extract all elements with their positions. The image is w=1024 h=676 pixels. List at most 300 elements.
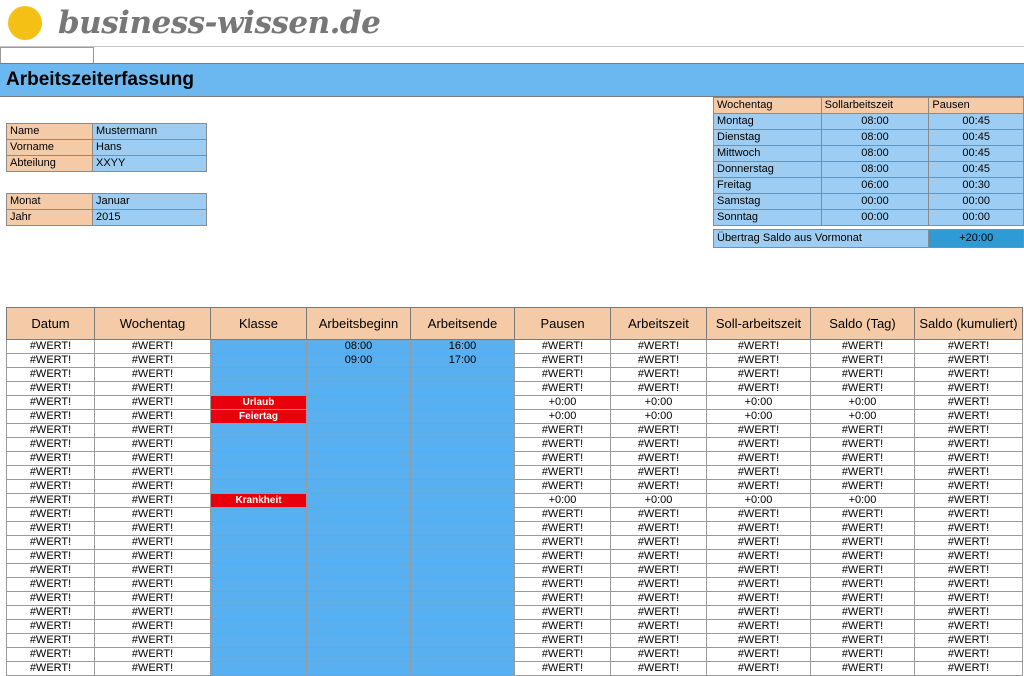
value-monat[interactable]: Januar — [93, 194, 207, 210]
document-title-band — [0, 63, 1024, 97]
cell-arbeitsbeginn[interactable] — [307, 410, 411, 424]
cell-klasse[interactable] — [211, 340, 307, 354]
cell-arbeitsende[interactable] — [411, 578, 515, 592]
weekday-pausen[interactable]: 00:30 — [929, 178, 1024, 194]
label-vorname: Vorname — [7, 140, 93, 156]
cell-arbeitsende[interactable] — [411, 508, 515, 522]
cell-saldo-tag[interactable]: #WERT! — [811, 592, 915, 606]
header-sollarbeitszeit: Sollarbeitszeit — [821, 98, 929, 114]
weekday-schedule-table — [713, 97, 1024, 226]
cell-arbeitsbeginn[interactable] — [307, 536, 411, 550]
cell-saldo-kumuliert[interactable]: #WERT! — [915, 452, 1023, 466]
cell-arbeitszeit[interactable]: #WERT! — [611, 648, 707, 662]
header-saldo-kumuliert: Saldo (kumuliert) — [915, 308, 1023, 340]
label-monat: Monat — [7, 194, 93, 210]
cell-klasse[interactable] — [211, 354, 307, 368]
cell-arbeitsbeginn[interactable] — [307, 620, 411, 634]
cell-saldo-tag[interactable]: #WERT! — [811, 354, 915, 368]
cell-saldo-tag[interactable]: #WERT! — [811, 522, 915, 536]
cell-klasse[interactable] — [211, 522, 307, 536]
cell-klasse[interactable] — [211, 368, 307, 382]
cell-pausen[interactable]: #WERT! — [515, 634, 611, 648]
table-row — [7, 368, 1023, 382]
cell-datum[interactable]: #WERT! — [7, 578, 95, 592]
cell-saldo-tag[interactable]: #WERT! — [811, 508, 915, 522]
cell-arbeitszeit[interactable]: #WERT! — [611, 578, 707, 592]
cell-wochentag[interactable]: #WERT! — [95, 340, 211, 354]
cell-arbeitsende[interactable] — [411, 424, 515, 438]
cell-arbeitsende[interactable] — [411, 634, 515, 648]
cell-arbeitsende[interactable]: 17:00 — [411, 354, 515, 368]
cell-arbeitsbeginn[interactable] — [307, 424, 411, 438]
cell-sollarbeitszeit[interactable]: #WERT! — [707, 466, 811, 480]
cell-arbeitszeit[interactable]: #WERT! — [611, 466, 707, 480]
cell-pausen[interactable]: #WERT! — [515, 340, 611, 354]
cell-klasse[interactable] — [211, 480, 307, 494]
cell-arbeitszeit[interactable]: #WERT! — [611, 592, 707, 606]
cell-arbeitszeit[interactable]: #WERT! — [611, 620, 707, 634]
cell-saldo-kumuliert[interactable]: #WERT! — [915, 466, 1023, 480]
cell-arbeitsende[interactable] — [411, 466, 515, 480]
cell-arbeitsende[interactable] — [411, 606, 515, 620]
cell-sollarbeitszeit[interactable]: #WERT! — [707, 592, 811, 606]
cell-datum[interactable]: #WERT! — [7, 550, 95, 564]
cell-saldo-kumuliert[interactable]: #WERT! — [915, 508, 1023, 522]
cell-saldo-kumuliert[interactable]: #WERT! — [915, 536, 1023, 550]
cell-pausen[interactable]: +0:00 — [515, 396, 611, 410]
cell-arbeitszeit[interactable]: #WERT! — [611, 522, 707, 536]
cell-datum[interactable]: #WERT! — [7, 494, 95, 508]
cell-saldo-kumuliert[interactable]: #WERT! — [915, 382, 1023, 396]
cell-saldo-tag[interactable]: +0:00 — [811, 396, 915, 410]
header-arbeitszeit: Arbeitszeit — [611, 308, 707, 340]
cell-datum[interactable]: #WERT! — [7, 354, 95, 368]
cell-pausen[interactable]: #WERT! — [515, 592, 611, 606]
cell-arbeitsbeginn[interactable] — [307, 452, 411, 466]
cell-saldo-tag[interactable]: #WERT! — [811, 452, 915, 466]
value-vorname[interactable]: Hans — [93, 140, 207, 156]
cell-arbeitszeit[interactable]: #WERT! — [611, 606, 707, 620]
carryover-value[interactable]: +20:00 — [929, 230, 1024, 248]
cell-arbeitszeit[interactable]: #WERT! — [611, 354, 707, 368]
weekday-pausen[interactable]: 00:45 — [929, 130, 1024, 146]
cell-sollarbeitszeit[interactable]: #WERT! — [707, 620, 811, 634]
cell-pausen[interactable]: #WERT! — [515, 648, 611, 662]
cell-datum[interactable]: #WERT! — [7, 424, 95, 438]
cell-pausen[interactable]: #WERT! — [515, 564, 611, 578]
circle-logo-icon — [8, 6, 42, 40]
cell-klasse[interactable] — [211, 424, 307, 438]
header-wochentag: Wochentag — [95, 308, 211, 340]
cell-sollarbeitszeit[interactable]: #WERT! — [707, 662, 811, 676]
cell-saldo-tag[interactable]: #WERT! — [811, 438, 915, 452]
cell-arbeitsbeginn[interactable]: 09:00 — [307, 354, 411, 368]
cell-datum[interactable]: #WERT! — [7, 466, 95, 480]
cell-pausen[interactable]: #WERT! — [515, 550, 611, 564]
cell-sollarbeitszeit[interactable]: #WERT! — [707, 368, 811, 382]
cell-wochentag[interactable]: #WERT! — [95, 578, 211, 592]
cell-wochentag[interactable]: #WERT! — [95, 480, 211, 494]
table-row — [7, 648, 1023, 662]
cell-saldo-kumuliert[interactable]: #WERT! — [915, 606, 1023, 620]
cell-arbeitsbeginn[interactable] — [307, 550, 411, 564]
cell-wochentag[interactable]: #WERT! — [95, 620, 211, 634]
cell-arbeitsende[interactable] — [411, 662, 515, 676]
table-row — [7, 480, 1023, 494]
cell-pausen[interactable]: #WERT! — [515, 466, 611, 480]
cell-saldo-kumuliert[interactable]: #WERT! — [915, 480, 1023, 494]
cell-pausen[interactable]: #WERT! — [515, 662, 611, 676]
cell-datum[interactable]: #WERT! — [7, 410, 95, 424]
cell-arbeitszeit[interactable]: #WERT! — [611, 424, 707, 438]
cell-saldo-tag[interactable]: #WERT! — [811, 382, 915, 396]
cell-saldo-kumuliert[interactable]: #WERT! — [915, 494, 1023, 508]
cell-sollarbeitszeit[interactable]: #WERT! — [707, 522, 811, 536]
cell-klasse[interactable]: Feiertag — [211, 410, 307, 424]
label-jahr: Jahr — [7, 210, 93, 226]
cell-arbeitsende[interactable] — [411, 648, 515, 662]
cell-klasse[interactable]: Urlaub — [211, 396, 307, 410]
cell-arbeitsende[interactable] — [411, 480, 515, 494]
cell-klasse[interactable] — [211, 536, 307, 550]
cell-datum[interactable]: #WERT! — [7, 606, 95, 620]
cell-arbeitszeit[interactable]: #WERT! — [611, 550, 707, 564]
cell-arbeitszeit[interactable]: #WERT! — [611, 536, 707, 550]
cell-pausen[interactable]: #WERT! — [515, 452, 611, 466]
cell-arbeitsende[interactable] — [411, 494, 515, 508]
cell-arbeitszeit[interactable]: +0:00 — [611, 396, 707, 410]
cell-arbeitszeit[interactable]: #WERT! — [611, 368, 707, 382]
cell-arbeitsbeginn[interactable] — [307, 592, 411, 606]
cell-wochentag[interactable]: #WERT! — [95, 550, 211, 564]
period-info-table — [6, 193, 207, 226]
cell-arbeitsbeginn[interactable] — [307, 578, 411, 592]
cell-sollarbeitszeit[interactable]: #WERT! — [707, 452, 811, 466]
cell-arbeitszeit[interactable]: +0:00 — [611, 410, 707, 424]
cell-saldo-kumuliert[interactable]: #WERT! — [915, 368, 1023, 382]
cell-arbeitsbeginn[interactable] — [307, 466, 411, 480]
cell-wochentag[interactable]: #WERT! — [95, 606, 211, 620]
cell-wochentag[interactable]: #WERT! — [95, 410, 211, 424]
cell-saldo-kumuliert[interactable]: #WERT! — [915, 620, 1023, 634]
cell-arbeitszeit[interactable]: #WERT! — [611, 508, 707, 522]
weekday-soll[interactable]: 06:00 — [821, 178, 929, 194]
cell-arbeitszeit[interactable]: #WERT! — [611, 438, 707, 452]
table-row — [7, 494, 1023, 508]
cell-klasse[interactable] — [211, 564, 307, 578]
cell-klasse[interactable] — [211, 648, 307, 662]
cell-saldo-kumuliert[interactable]: #WERT! — [915, 354, 1023, 368]
weekday-soll[interactable]: 08:00 — [821, 146, 929, 162]
cell-datum[interactable]: #WERT! — [7, 620, 95, 634]
cell-wochentag[interactable]: #WERT! — [95, 522, 211, 536]
cell-klasse[interactable]: Krankheit — [211, 494, 307, 508]
cell-saldo-kumuliert[interactable]: #WERT! — [915, 438, 1023, 452]
cell-pausen[interactable]: #WERT! — [515, 522, 611, 536]
cell-klasse[interactable] — [211, 438, 307, 452]
table-row — [714, 210, 1024, 226]
header-sollarbeitszeit: Soll-arbeitszeit — [707, 308, 811, 340]
cell-pausen[interactable]: #WERT! — [515, 606, 611, 620]
cell-pausen[interactable]: #WERT! — [515, 354, 611, 368]
table-row — [7, 578, 1023, 592]
cell-sollarbeitszeit[interactable]: #WERT! — [707, 606, 811, 620]
cell-datum[interactable]: #WERT! — [7, 564, 95, 578]
cell-saldo-kumuliert[interactable]: #WERT! — [915, 522, 1023, 536]
cell-sollarbeitszeit[interactable]: #WERT! — [707, 354, 811, 368]
cell-arbeitsbeginn[interactable] — [307, 662, 411, 676]
cell-wochentag[interactable]: #WERT! — [95, 368, 211, 382]
cell-klasse[interactable] — [211, 578, 307, 592]
cell-saldo-tag[interactable]: #WERT! — [811, 466, 915, 480]
weekday-pausen[interactable]: 00:00 — [929, 210, 1024, 226]
cell-saldo-tag[interactable]: #WERT! — [811, 424, 915, 438]
cell-klasse[interactable] — [211, 508, 307, 522]
header-arbeitsende: Arbeitsende — [411, 308, 515, 340]
header-wochentag: Wochentag — [714, 98, 822, 114]
employee-info-table — [6, 123, 207, 172]
cell-arbeitszeit[interactable]: #WERT! — [611, 662, 707, 676]
cell-datum[interactable]: #WERT! — [7, 368, 95, 382]
cell-wochentag[interactable]: #WERT! — [95, 508, 211, 522]
cell-arbeitsbeginn[interactable] — [307, 480, 411, 494]
cell-arbeitsende[interactable] — [411, 564, 515, 578]
cell-klasse[interactable] — [211, 452, 307, 466]
cell-sollarbeitszeit[interactable]: #WERT! — [707, 578, 811, 592]
cell-datum[interactable]: #WERT! — [7, 536, 95, 550]
cell-pausen[interactable]: #WERT! — [515, 620, 611, 634]
value-name[interactable]: Mustermann — [93, 124, 207, 140]
cell-saldo-tag[interactable]: #WERT! — [811, 480, 915, 494]
cell-pausen[interactable]: #WERT! — [515, 424, 611, 438]
cell-datum[interactable]: #WERT! — [7, 634, 95, 648]
weekday-soll[interactable]: 08:00 — [821, 130, 929, 146]
cell-saldo-tag[interactable]: #WERT! — [811, 564, 915, 578]
cell-arbeitsbeginn[interactable] — [307, 438, 411, 452]
weekday-pausen[interactable]: 00:00 — [929, 194, 1024, 210]
cell-saldo-kumuliert[interactable]: #WERT! — [915, 340, 1023, 354]
cell-sollarbeitszeit[interactable]: #WERT! — [707, 340, 811, 354]
cell-wochentag[interactable]: #WERT! — [95, 634, 211, 648]
table-row — [714, 194, 1024, 210]
weekday-pausen[interactable]: 00:45 — [929, 146, 1024, 162]
weekday-soll[interactable]: 08:00 — [821, 114, 929, 130]
table-row — [7, 140, 207, 156]
cell-wochentag[interactable]: #WERT! — [95, 466, 211, 480]
cell-datum[interactable]: #WERT! — [7, 480, 95, 494]
cell-sollarbeitszeit[interactable]: #WERT! — [707, 438, 811, 452]
cell-datum[interactable]: #WERT! — [7, 662, 95, 676]
cell-sollarbeitszeit[interactable]: #WERT! — [707, 564, 811, 578]
cell-saldo-tag[interactable]: #WERT! — [811, 368, 915, 382]
cell-arbeitsende[interactable] — [411, 620, 515, 634]
cell-saldo-kumuliert[interactable]: #WERT! — [915, 564, 1023, 578]
cell-pausen[interactable]: #WERT! — [515, 480, 611, 494]
cell-wochentag[interactable]: #WERT! — [95, 396, 211, 410]
cell-arbeitsende[interactable] — [411, 410, 515, 424]
cell-sollarbeitszeit[interactable]: #WERT! — [707, 536, 811, 550]
carryover-label: Übertrag Saldo aus Vormonat — [714, 230, 929, 248]
weekday-pausen[interactable]: 00:45 — [929, 114, 1024, 130]
cell-sollarbeitszeit[interactable]: #WERT! — [707, 508, 811, 522]
brand-header — [0, 0, 1024, 47]
cell-saldo-tag[interactable]: #WERT! — [811, 634, 915, 648]
cell-saldo-kumuliert[interactable]: #WERT! — [915, 634, 1023, 648]
cell-klasse[interactable] — [211, 592, 307, 606]
cell-arbeitsende[interactable] — [411, 382, 515, 396]
cell-arbeitsende[interactable] — [411, 438, 515, 452]
cell-arbeitsbeginn[interactable] — [307, 606, 411, 620]
table-header-row — [714, 98, 1024, 114]
cell-arbeitsende[interactable]: 16:00 — [411, 340, 515, 354]
cell-saldo-tag[interactable]: #WERT! — [811, 606, 915, 620]
cell-saldo-tag[interactable]: +0:00 — [811, 410, 915, 424]
cell-datum[interactable]: #WERT! — [7, 452, 95, 466]
cell-sollarbeitszeit[interactable]: #WERT! — [707, 382, 811, 396]
cell-pausen[interactable]: #WERT! — [515, 578, 611, 592]
table-row — [7, 156, 207, 172]
cell-arbeitszeit[interactable]: #WERT! — [611, 480, 707, 494]
cell-pausen[interactable]: #WERT! — [515, 536, 611, 550]
weekday-soll[interactable]: 00:00 — [821, 210, 929, 226]
cell-arbeitsbeginn[interactable] — [307, 368, 411, 382]
cell-datum[interactable]: #WERT! — [7, 382, 95, 396]
table-row — [7, 536, 1023, 550]
cell-arbeitsende[interactable] — [411, 452, 515, 466]
cell-arbeitszeit[interactable]: #WERT! — [611, 634, 707, 648]
cell-arbeitsende[interactable] — [411, 592, 515, 606]
cell-arbeitsende[interactable] — [411, 368, 515, 382]
cell-klasse[interactable] — [211, 662, 307, 676]
cell-arbeitsende[interactable] — [411, 396, 515, 410]
cell-datum[interactable]: #WERT! — [7, 648, 95, 662]
cell-arbeitsende[interactable] — [411, 536, 515, 550]
table-row — [7, 466, 1023, 480]
cell-wochentag[interactable]: #WERT! — [95, 354, 211, 368]
cell-wochentag[interactable]: #WERT! — [95, 438, 211, 452]
cell-wochentag[interactable]: #WERT! — [95, 648, 211, 662]
cell-klasse[interactable] — [211, 382, 307, 396]
cell-arbeitsende[interactable] — [411, 550, 515, 564]
cell-arbeitszeit[interactable]: #WERT! — [611, 564, 707, 578]
cell-wochentag[interactable]: #WERT! — [95, 382, 211, 396]
cell-pausen[interactable]: #WERT! — [515, 368, 611, 382]
cell-sollarbeitszeit[interactable]: +0:00 — [707, 410, 811, 424]
cell-saldo-tag[interactable]: #WERT! — [811, 536, 915, 550]
cell-saldo-tag[interactable]: #WERT! — [811, 578, 915, 592]
cell-arbeitsbeginn[interactable] — [307, 634, 411, 648]
weekday-soll[interactable]: 00:00 — [821, 194, 929, 210]
cell-saldo-kumuliert[interactable]: #WERT! — [915, 410, 1023, 424]
cell-klasse[interactable] — [211, 634, 307, 648]
value-abteilung[interactable]: XXYY — [93, 156, 207, 172]
sheet-tab-stub[interactable] — [0, 47, 94, 63]
table-row — [714, 146, 1024, 162]
cell-saldo-tag[interactable]: #WERT! — [811, 662, 915, 676]
cell-arbeitszeit[interactable]: +0:00 — [611, 494, 707, 508]
cell-klasse[interactable] — [211, 620, 307, 634]
cell-klasse[interactable] — [211, 466, 307, 480]
table-row — [714, 130, 1024, 146]
cell-klasse[interactable] — [211, 550, 307, 564]
header-klasse: Klasse — [211, 308, 307, 340]
cell-sollarbeitszeit[interactable]: +0:00 — [707, 396, 811, 410]
weekday-pausen[interactable]: 00:45 — [929, 162, 1024, 178]
cell-pausen[interactable]: #WERT! — [515, 508, 611, 522]
cell-sollarbeitszeit[interactable]: +0:00 — [707, 494, 811, 508]
cell-arbeitsbeginn[interactable] — [307, 382, 411, 396]
label-name: Name — [7, 124, 93, 140]
cell-wochentag[interactable]: #WERT! — [95, 452, 211, 466]
cell-arbeitsbeginn[interactable] — [307, 508, 411, 522]
cell-sollarbeitszeit[interactable]: #WERT! — [707, 424, 811, 438]
weekday-soll[interactable]: 08:00 — [821, 162, 929, 178]
value-jahr[interactable]: 2015 — [93, 210, 207, 226]
cell-pausen[interactable]: +0:00 — [515, 494, 611, 508]
table-row — [7, 508, 1023, 522]
cell-wochentag[interactable]: #WERT! — [95, 494, 211, 508]
cell-datum[interactable]: #WERT! — [7, 396, 95, 410]
cell-wochentag[interactable]: #WERT! — [95, 536, 211, 550]
cell-sollarbeitszeit[interactable]: #WERT! — [707, 480, 811, 494]
cell-datum[interactable]: #WERT! — [7, 438, 95, 452]
cell-klasse[interactable] — [211, 606, 307, 620]
carryover-balance — [713, 229, 1024, 248]
cell-arbeitsbeginn[interactable] — [307, 396, 411, 410]
cell-saldo-tag[interactable]: #WERT! — [811, 620, 915, 634]
cell-arbeitsbeginn[interactable] — [307, 522, 411, 536]
cell-saldo-tag[interactable]: #WERT! — [811, 550, 915, 564]
cell-saldo-kumuliert[interactable]: #WERT! — [915, 550, 1023, 564]
weekday-label: Montag — [714, 114, 822, 130]
cell-arbeitsbeginn[interactable] — [307, 648, 411, 662]
cell-sollarbeitszeit[interactable]: #WERT! — [707, 648, 811, 662]
cell-wochentag[interactable]: #WERT! — [95, 424, 211, 438]
cell-saldo-kumuliert[interactable]: #WERT! — [915, 396, 1023, 410]
cell-saldo-kumuliert[interactable]: #WERT! — [915, 578, 1023, 592]
cell-saldo-kumuliert[interactable]: #WERT! — [915, 592, 1023, 606]
cell-pausen[interactable]: +0:00 — [515, 410, 611, 424]
cell-saldo-tag[interactable]: +0:00 — [811, 494, 915, 508]
cell-saldo-kumuliert[interactable]: #WERT! — [915, 662, 1023, 676]
cell-wochentag[interactable]: #WERT! — [95, 592, 211, 606]
cell-sollarbeitszeit[interactable]: #WERT! — [707, 550, 811, 564]
timesheet-table — [6, 307, 1023, 676]
cell-arbeitsende[interactable] — [411, 522, 515, 536]
cell-datum[interactable]: #WERT! — [7, 592, 95, 606]
cell-datum[interactable]: #WERT! — [7, 522, 95, 536]
cell-wochentag[interactable]: #WERT! — [95, 662, 211, 676]
cell-datum[interactable]: #WERT! — [7, 508, 95, 522]
cell-arbeitsbeginn[interactable]: 08:00 — [307, 340, 411, 354]
cell-saldo-tag[interactable]: #WERT! — [811, 340, 915, 354]
cell-wochentag[interactable]: #WERT! — [95, 564, 211, 578]
cell-arbeitszeit[interactable]: #WERT! — [611, 382, 707, 396]
cell-arbeitszeit[interactable]: #WERT! — [611, 452, 707, 466]
cell-saldo-kumuliert[interactable]: #WERT! — [915, 424, 1023, 438]
table-row — [714, 114, 1024, 130]
cell-arbeitsbeginn[interactable] — [307, 494, 411, 508]
cell-saldo-kumuliert[interactable]: #WERT! — [915, 648, 1023, 662]
cell-arbeitszeit[interactable]: #WERT! — [611, 340, 707, 354]
cell-arbeitsbeginn[interactable] — [307, 564, 411, 578]
cell-datum[interactable]: #WERT! — [7, 340, 95, 354]
cell-saldo-tag[interactable]: #WERT! — [811, 648, 915, 662]
cell-pausen[interactable]: #WERT! — [515, 438, 611, 452]
table-row — [7, 124, 207, 140]
cell-sollarbeitszeit[interactable]: #WERT! — [707, 634, 811, 648]
cell-pausen[interactable]: #WERT! — [515, 382, 611, 396]
